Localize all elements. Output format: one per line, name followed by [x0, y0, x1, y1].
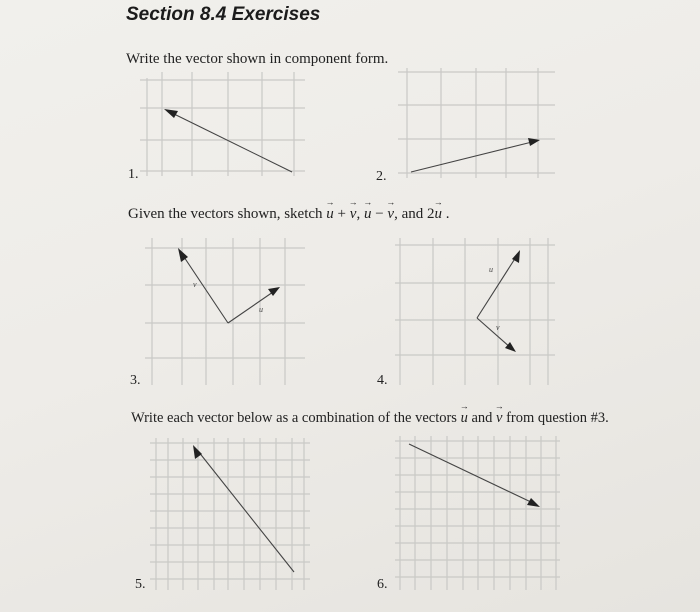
combination-prefix: Write each vector below as a combination of the vectors — [131, 410, 457, 426]
combination-suffix: from question #3. — [506, 410, 609, 426]
vector-u-symbol: → u — [364, 206, 372, 223]
grid-problem-1 — [140, 72, 305, 176]
vector-u-problem-4 — [477, 257, 516, 318]
problem-number-6: 6. — [377, 577, 388, 592]
vector-v-symbol: → v — [496, 410, 502, 427]
grid-problem-3 — [145, 238, 305, 385]
problem-number-2: 2. — [376, 169, 387, 184]
grid-problem-2 — [398, 68, 555, 178]
vector-u-problem-3 — [228, 292, 273, 323]
problem-number-1: 1. — [128, 167, 139, 182]
vector-u-symbol: → u — [326, 206, 334, 223]
vector-problem-6 — [409, 444, 533, 503]
period: . — [445, 206, 450, 222]
and-text: and — [471, 410, 493, 426]
grid-problem-5 — [150, 438, 310, 590]
grid-problem-6 — [395, 436, 560, 590]
label-u-problem-4: u — [489, 265, 493, 274]
problem-number-5: 5. — [135, 577, 146, 592]
problem-number-4: 4. — [377, 373, 388, 388]
instruction-component-form: Write the vector shown in component form. — [126, 51, 389, 67]
sketch-prefix: Given the vectors shown, sketch — [128, 206, 323, 222]
vector-v-problem-4 — [477, 318, 511, 348]
arrowhead-problem-6 — [527, 498, 540, 507]
vector-u-symbol: → u — [435, 206, 443, 223]
and-text: , and — [394, 206, 424, 222]
label-v-problem-3: v — [193, 280, 197, 289]
vector-v-problem-3 — [182, 254, 228, 323]
comma: , — [356, 206, 361, 222]
section-title: Section 8.4 Exercises — [126, 4, 321, 25]
vector-v-symbol: → v — [350, 206, 357, 223]
scalar-two: 2 — [427, 206, 435, 222]
problem-number-3: 3. — [130, 373, 141, 388]
grid-problem-4 — [395, 238, 555, 385]
plus-sign: + — [337, 206, 347, 222]
vector-u-symbol: → u — [461, 410, 468, 427]
vector-problem-1 — [172, 113, 292, 172]
label-v-problem-4: v — [496, 323, 500, 332]
label-u-problem-3: u — [259, 305, 263, 314]
minus-sign: − — [375, 206, 384, 222]
arrowhead-problem-1 — [164, 109, 178, 118]
vector-problem-2 — [411, 142, 532, 172]
vector-v-symbol: → v — [387, 206, 394, 223]
